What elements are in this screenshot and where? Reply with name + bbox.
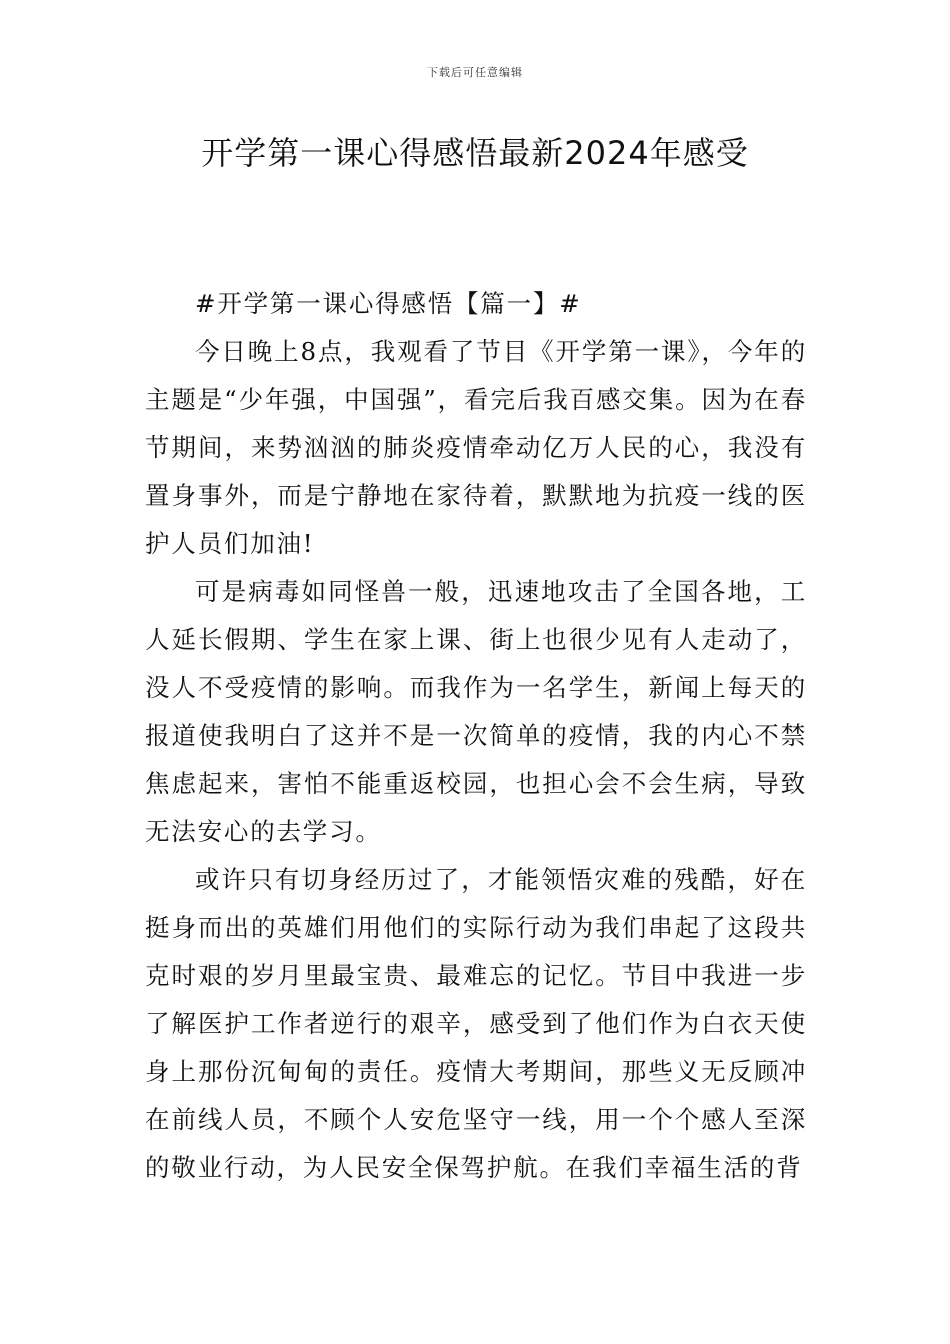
document-title: 开学第一课心得感悟最新2024年感受	[201, 134, 749, 172]
paragraph: 或许只有切身经历过了，才能领悟灾难的残酷，好在挺身而出的英雄们用他们的实际行动为我们串起了这段共克时艰的岁月里最宝贵、最难忘的记忆。节目中我进一步了解医护工作者逆行的艰辛，感受到了他们作为白衣天使身上那份沉甸甸的责任。疫情大考期间，那些义无反顾冲在前线人员，不顾个人安危坚守一线，用一个个感人至深的敬业行动，为人民安全保驾护航。在我们幸福生活的背	[145, 865, 807, 1182]
paragraph: 今日晚上8点，我观看了节目《开学第一课》，今年的主题是“少年强，中国强”，看完后我百感交集。因为在春节期间，来势汹汹的肺炎疫情牵动亿万人民的心，我没有置身事外，而是宁静地在家待着，默默地为抗疫一线的医护人员们加油!	[145, 337, 807, 558]
document-body	[145, 280, 807, 1192]
header-note: 下载后可任意编辑	[427, 66, 523, 79]
paragraph: 可是病毒如同怪兽一般，迅速地攻击了全国各地，工人延长假期、学生在家上课、街上也很少见有人走动了，没人不受疫情的影响。而我作为一名学生，新闻上每天的报道使我明白了这并不是一次简单的疫情，我的内心不禁焦虑起来，害怕不能重返校园，也担心会不会生病，导致无法安心的去学习。	[145, 577, 807, 846]
section-heading: #开学第一课心得感悟【篇一】#	[195, 289, 582, 318]
